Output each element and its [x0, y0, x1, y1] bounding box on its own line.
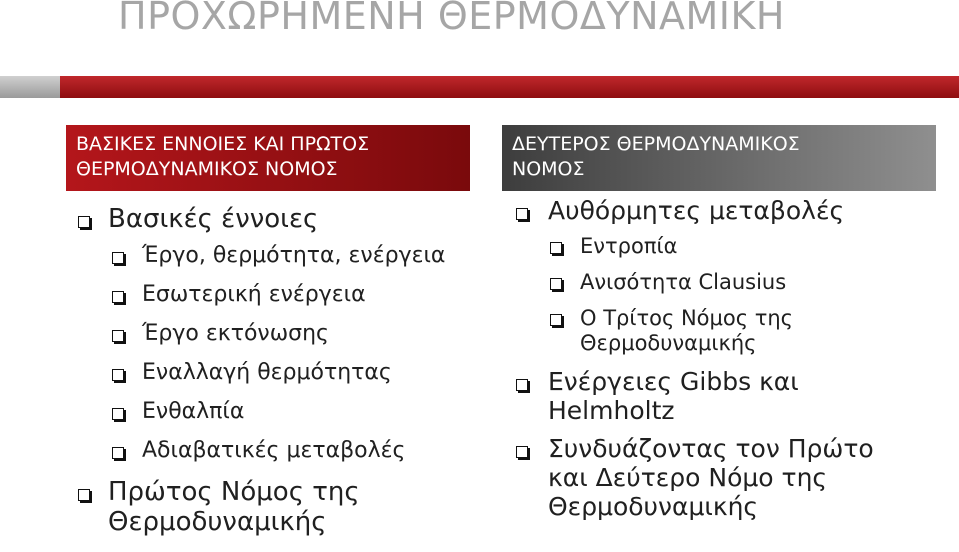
checkbox-bullet-icon — [516, 446, 528, 458]
checkbox-bullet-icon — [112, 330, 124, 342]
list-item-text: Ενθαλπία — [142, 399, 245, 424]
list-item-text: Εντροπία — [580, 234, 678, 258]
title-rule-gray — [0, 76, 60, 98]
list-item — [72, 282, 492, 308]
right-column-list — [510, 196, 950, 530]
list-item-text: Αδιαβατικές μεταβολές — [142, 438, 406, 463]
list-item — [72, 399, 492, 425]
checkbox-bullet-icon — [550, 314, 562, 326]
list-item-text: Εναλλαγή θερμότητας — [142, 360, 392, 385]
list-item — [72, 360, 492, 386]
title-rule-red — [60, 76, 959, 98]
list-item — [510, 367, 848, 425]
checkbox-bullet-icon — [112, 447, 124, 459]
list-item-text: Αυθόρμητες μεταβολές — [548, 196, 845, 225]
right-header-line-2: ΝΟΜΟΣ — [512, 158, 585, 180]
list-item-text: Έργο, θερμότητα, ενέργεια — [142, 243, 446, 268]
checkbox-bullet-icon — [112, 252, 124, 264]
list-item — [72, 438, 492, 464]
checkbox-bullet-icon — [516, 379, 528, 391]
list-item — [72, 204, 492, 234]
list-item-text: Εσωτερική ενέργεια — [142, 282, 366, 307]
checkbox-bullet-icon — [112, 408, 124, 420]
list-item-text: Βασικές έννοιες — [108, 204, 319, 234]
right-column-header — [502, 125, 936, 191]
list-item-text: Ενέργειες Gibbs και Helmholtz — [548, 367, 799, 425]
list-item-text: Έργο εκτόνωσης — [142, 321, 329, 346]
list-item-text: Ο Τρίτος Νόμος της Θερμοδυναμικής — [580, 306, 794, 355]
slide-title: ΠΡΟΧΩΡΗΜΕΝΗ ΘΕΡΜΟΔΥΝΑΜΙΚΗ — [118, 0, 785, 38]
left-column-header — [66, 125, 470, 191]
list-item-text: Ανισότητα Clausius — [580, 270, 787, 294]
list-item — [72, 477, 492, 537]
list-item — [510, 434, 908, 521]
list-item-text: Πρώτος Νόμος της Θερμοδυναμικής — [108, 477, 360, 537]
list-item — [510, 270, 950, 295]
checkbox-bullet-icon — [78, 216, 90, 228]
list-item — [72, 321, 492, 347]
list-item — [510, 196, 950, 225]
right-header-line-1: ΔΕΥΤΕΡΟΣ ΘΕΡΜΟΔΥΝΑΜΙΚΟΣ — [512, 133, 800, 155]
list-item — [510, 234, 950, 259]
checkbox-bullet-icon — [78, 489, 90, 501]
left-header-line-1: ΒΑΣΙΚΕΣ ΕΝΝΟΙΕΣ ΚΑΙ ΠΡΩΤΟΣ — [76, 133, 370, 155]
checkbox-bullet-icon — [550, 278, 562, 290]
checkbox-bullet-icon — [112, 291, 124, 303]
left-header-line-2: ΘΕΡΜΟΔΥΝΑΜΙΚΟΣ ΝΟΜΟΣ — [76, 158, 338, 180]
checkbox-bullet-icon — [112, 369, 124, 381]
checkbox-bullet-icon — [550, 242, 562, 254]
left-column-list — [72, 196, 492, 546]
checkbox-bullet-icon — [516, 208, 528, 220]
list-item-text: Συνδυάζοντας τον Πρώτο και Δεύτερο Νόμο της Θερμοδυναμικής — [548, 434, 874, 521]
list-item — [510, 306, 840, 356]
list-item — [72, 243, 492, 269]
